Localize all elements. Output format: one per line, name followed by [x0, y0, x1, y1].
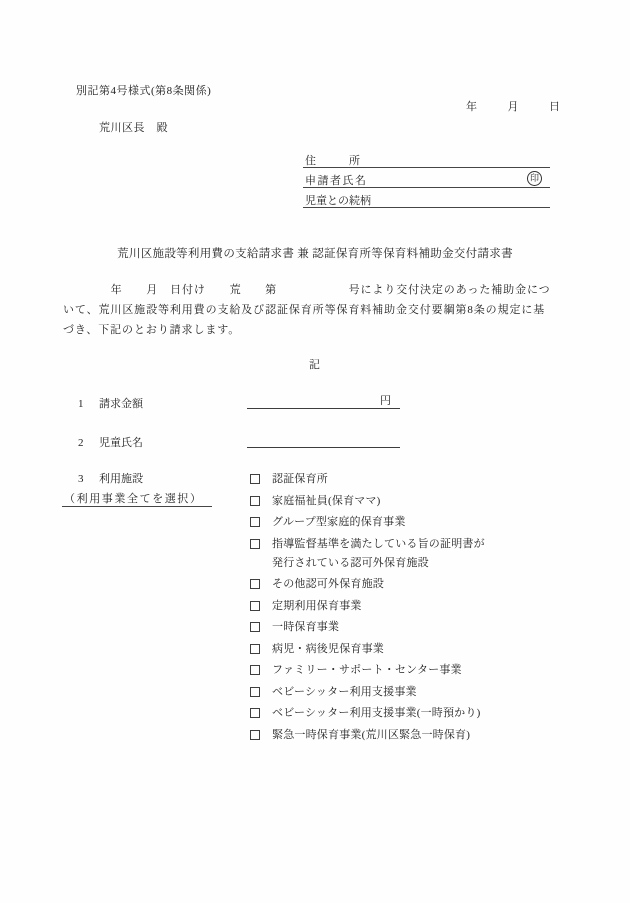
checkbox-icon	[250, 474, 260, 484]
facility-option-label: 一時保育事業	[272, 621, 340, 633]
facility-option-row	[250, 535, 496, 573]
body-line-2: いて、荒川区施設等利用費の支給及び認証保育所等保育料補助金交付要綱第8条の規定に基	[63, 304, 546, 316]
facility-option-label: 定期利用保育事業	[272, 599, 362, 612]
item-label: 児童氏名	[99, 437, 143, 449]
item-child-name	[78, 434, 143, 450]
facility-option-label: ベビーシッター利用支援事業(一時預かり)	[272, 707, 481, 719]
facility-option-label: ベビーシッター利用支援事業	[272, 685, 417, 698]
facility-option-row	[250, 513, 496, 532]
section-heading: 記	[309, 359, 321, 371]
checkbox-icon	[250, 644, 260, 654]
addressee: 荒川区長 殿	[99, 122, 168, 134]
body-line-3: づき、下記のとおり請求します。	[63, 324, 241, 336]
facility-option-label: グループ型家庭的保育事業	[272, 516, 406, 528]
address-label: 住 所	[305, 155, 360, 167]
facility-option-label: 指導監督基準を満たしている旨の証明書が発行されている認可外保育施設	[272, 537, 485, 569]
checkbox-icon	[250, 665, 260, 675]
checkbox-icon	[250, 496, 260, 506]
checkbox-icon	[250, 539, 260, 549]
facility-option-row	[250, 575, 496, 594]
date-month-label: 月	[507, 101, 519, 113]
relation-field	[303, 188, 550, 208]
checkbox-icon	[250, 708, 260, 718]
facility-option-row	[250, 492, 496, 511]
facility-option-row	[250, 726, 496, 745]
facility-option-label: 認証保育所	[272, 473, 328, 485]
relation-label: 児童との続柄	[305, 195, 371, 207]
facility-option-row	[250, 704, 496, 723]
facility-option-row	[250, 597, 496, 616]
facility-option-row	[250, 683, 496, 702]
checkbox-icon	[250, 517, 260, 527]
applicant-fields	[303, 148, 550, 208]
facility-option-label: その他認可外保育施設	[272, 578, 384, 590]
body-line-1: 年 月 日付け 荒 第 号により交付決定のあった補助金につ	[63, 284, 551, 296]
facility-checklist	[250, 470, 496, 747]
item-label: 利用施設	[99, 473, 143, 485]
body-paragraph	[63, 280, 573, 340]
checkbox-icon	[250, 601, 260, 611]
claim-amount-blank	[247, 394, 400, 409]
item-claim-amount	[78, 395, 143, 411]
checkbox-icon	[250, 687, 260, 697]
applicant-name-label: 申請者氏名	[305, 175, 368, 187]
form-code: 別記第4号様式(第8条関係)	[76, 85, 212, 97]
checkbox-icon	[250, 730, 260, 740]
facility-option-row	[250, 470, 496, 489]
facility-option-label: ファミリー・サポート・センター事業	[272, 664, 462, 676]
item-label: 請求金額	[99, 398, 143, 410]
item-facility	[78, 470, 143, 486]
facility-option-row	[250, 640, 496, 659]
child-name-blank	[247, 433, 400, 448]
document-title: 荒川区施設等利用費の支給請求書 兼 認証保育所等保育料補助金交付請求書	[117, 248, 513, 260]
item-number: 3	[78, 473, 84, 485]
applicant-name-field	[303, 168, 550, 188]
checkbox-icon	[250, 579, 260, 589]
seal-icon: 印	[527, 171, 542, 186]
facility-option-label: 家庭福祉員(保育ママ)	[272, 494, 381, 507]
yen-unit-label: 円	[380, 395, 391, 407]
facility-option-label: 病児・病後児保育事業	[272, 642, 384, 655]
date-line	[466, 98, 560, 114]
date-year-label: 年	[466, 101, 477, 113]
checkbox-icon	[250, 622, 260, 632]
date-day-label: 日	[549, 101, 560, 113]
facility-option-row	[250, 618, 496, 637]
item-number: 1	[78, 398, 84, 410]
facility-option-label: 緊急一時保育事業(荒川区緊急一時保育)	[272, 728, 471, 741]
item-number: 2	[78, 437, 84, 449]
address-field	[303, 148, 550, 168]
facility-note: （利用事業全てを選択）	[62, 490, 212, 507]
facility-option-row	[250, 661, 496, 680]
